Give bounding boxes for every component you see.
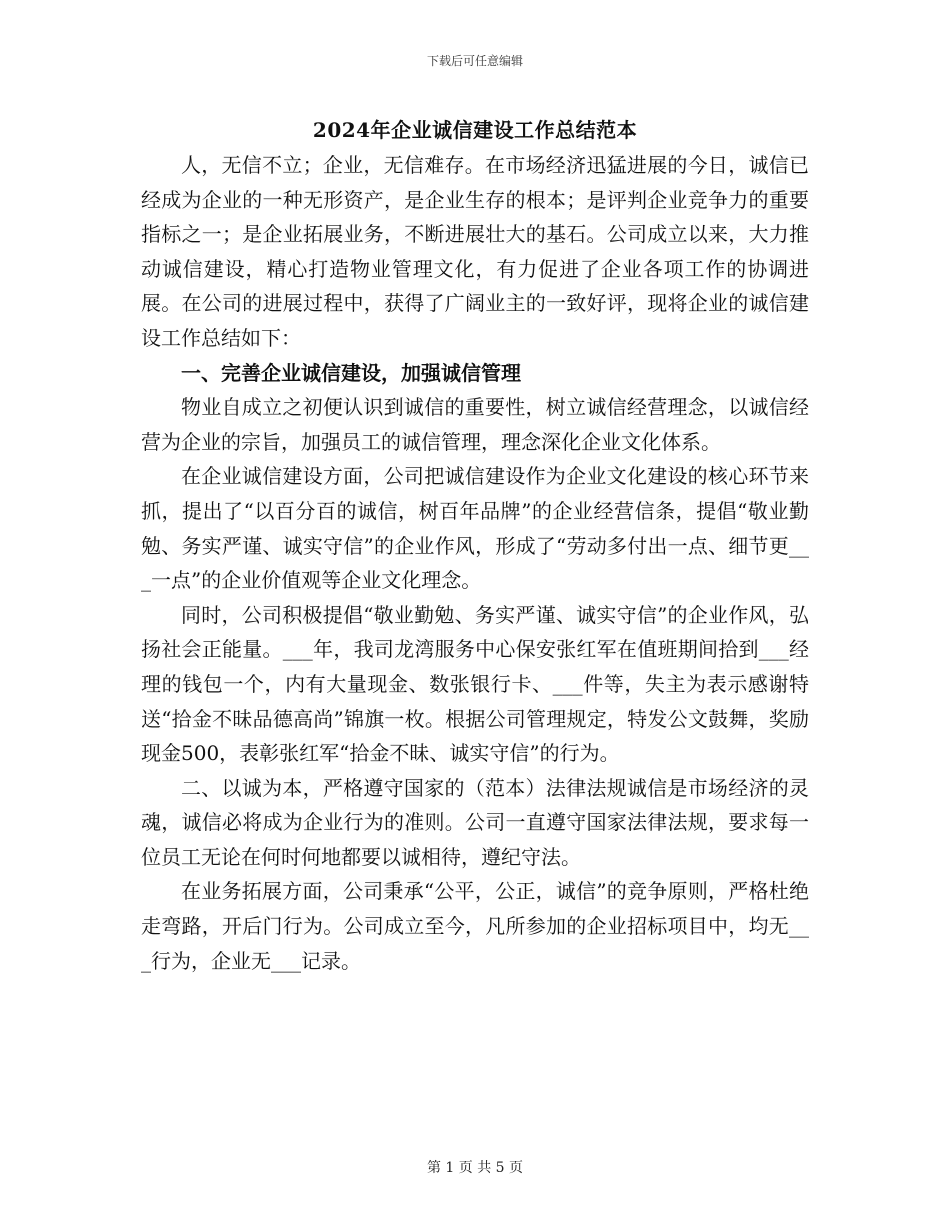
paragraph-culture-building: 在企业诚信建设方面，公司把诚信建设作为企业文化建设的核心环节来抓，提出了“以百分百的诚信，树百年品牌”的企业经营信条，提倡“敬业勤勉、务实严谨、诚实守信”的企业作风，形成了“劳动多付出一点、细节更___一点”的企业价值观等企业文化理念。 <box>141 464 809 593</box>
paragraph-business-expansion: 在业务拓展方面，公司秉承“公平，公正，诚信”的竞争原则，严格杜绝走弯路，开后门行为。公司成立至今，凡所参加的企业招标项目中，均无___行为，企业无___记录。 <box>141 879 809 973</box>
paragraph-intro: 人，无信不立；企业，无信难存。在市场经济迅猛进展的今日，诚信已经成为企业的一种无形资产，是企业生存的根本；是评判企业竞争力的重要指标之一；是企业拓展业务，不断进展壮大的基石。公司成立以来，大力推动诚信建设，精心打造物业管理文化，有力促进了企业各项工作的协调进展。在公司的进展过程中，获得了广阔业主的一致好评，现将企业的诚信建设工作总结如下： <box>141 153 809 350</box>
page-header-note: 下载后可任意编辑 <box>426 54 523 68</box>
page-number: 第 1 页 共 5 页 <box>426 1160 524 1176</box>
paragraph-section-2: 二、以诚为本，严格遵守国家的（范本）法律法规诚信是市场经济的灵魂，诚信必将成为企业行为的准则。公司一直遵守国家法律法规，要求每一位员工无论在何时何地都要以诚相待，遵纪守法。 <box>141 775 809 869</box>
paragraph-integrity-awareness: 物业自成立之初便认识到诚信的重要性，树立诚信经营理念，以诚信经营为企业的宗旨，加强员工的诚信管理，理念深化企业文化体系。 <box>141 395 809 454</box>
document-body <box>141 112 809 978</box>
section-heading-1: 一、完善企业诚信建设，加强诚信管理 <box>181 360 521 385</box>
document-title: 2024年企业诚信建设工作总结范本 <box>312 118 638 142</box>
paragraph-positive-energy: 同时，公司积极提倡“敬业勤勉、务实严谨、诚实守信”的企业作风，弘扬社会正能量。___年，我司龙湾服务中心保安张红军在值班期间拾到___经理的钱包一个，内有大量现金、数张银行卡、___件等，失主为表示感谢特送“拾金不昧品德高尚”锦旗一枚。根据公司管理规定，特发公文鼓舞，奖励现金500，表彰张红军“拾金不昧、诚实守信”的行为。 <box>141 602 809 766</box>
